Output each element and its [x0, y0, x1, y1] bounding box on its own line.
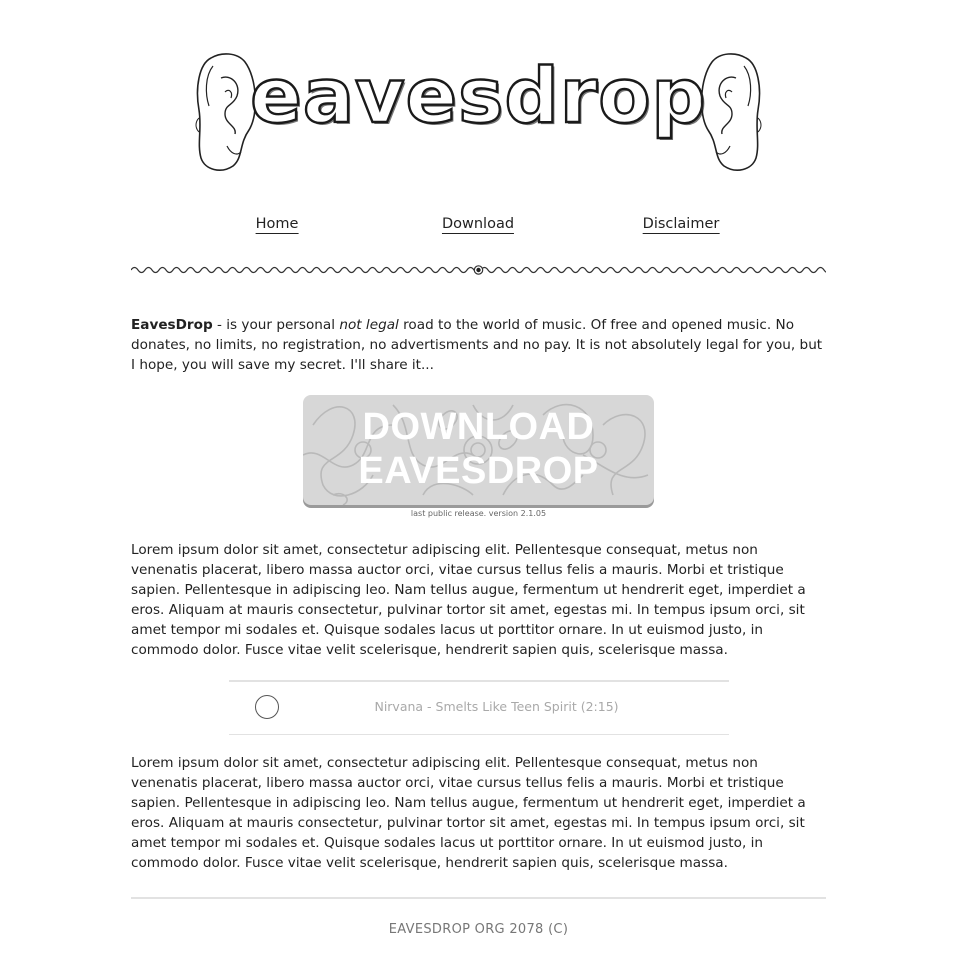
- release-version-note: last public release. version 2.1.05: [410, 509, 547, 518]
- nav-link-disclaimer[interactable]: Disclaimer: [642, 216, 720, 232]
- brand-name: EavesDrop: [131, 317, 213, 333]
- intro-emphasis: not legal: [339, 317, 399, 333]
- logo-wordmark[interactable]: eavesdrop: [250, 51, 707, 140]
- site-header: [131, 0, 826, 190]
- ear-right-icon: [696, 48, 766, 176]
- intro-text-part-1: - is your personal: [212, 317, 340, 333]
- audio-player: [229, 680, 729, 735]
- play-circle-icon[interactable]: [255, 695, 279, 719]
- footer-copyright: EAVESDROP ORG 2078 (C): [388, 922, 569, 937]
- intro-text-part-2: road to the world of music. Of free and opened music. No donates, no limits, no registration, no advertisments and no pay. It is not absolutely legal for you, but I hope, you will save my secret. I'll share it...: [131, 317, 823, 373]
- footer-divider: [131, 897, 826, 899]
- nav-link-home[interactable]: Home: [255, 216, 299, 232]
- lorem-paragraph-1: Lorem ipsum dolor sit amet, consectetur adipiscing elit. Pellentesque consequat, metus non venenatis placerat, libero massa auctor orci, vitae cursus tellus felis a mauris. Morbi et tristique sapien. Pellentesque in adipiscing leo. Nam tellus augue, fermentum ut hendrerit eget, imperdiet a eros. Aliquam at mauris consectetur, pulvinar tortor sit amet, egestas mi. In tempus ipsum orci, sit amet tempor mi sodales et. Quisque sodales lacus ut porttitor ornare. In ut euismod justo, in commodo dolor. Fusce vitae velit scelerisque, hendrerit sapien quis, scelerisque massa.: [131, 542, 806, 658]
- main-nav: [131, 216, 826, 242]
- nav-link-download[interactable]: Download: [441, 216, 515, 232]
- track-title: Nirvana - Smelts Like Teen Spirit (2:15): [374, 699, 619, 714]
- download-label: DOWNLOAD EAVESDROP: [358, 406, 599, 492]
- download-button[interactable]: [303, 395, 654, 505]
- lorem-paragraph-2: Lorem ipsum dolor sit amet, consectetur adipiscing elit. Pellentesque consequat, metus non venenatis placerat, libero massa auctor orci, vitae cursus tellus felis a mauris. Morbi et tristique sapien. Pellentesque in adipiscing leo. Nam tellus augue, fermentum ut hendrerit eget, imperdiet a eros. Aliquam at mauris consectetur, pulvinar tortor sit amet, egestas mi. In tempus ipsum orci, sit amet tempor mi sodales et. Quisque sodales lacus ut porttitor ornare. In ut euismod justo, in commodo dolor. Fusce vitae velit scelerisque, hendrerit sapien quis, scelerisque massa.: [131, 755, 806, 871]
- wavy-divider: [131, 262, 826, 278]
- intro-text: [131, 315, 826, 375]
